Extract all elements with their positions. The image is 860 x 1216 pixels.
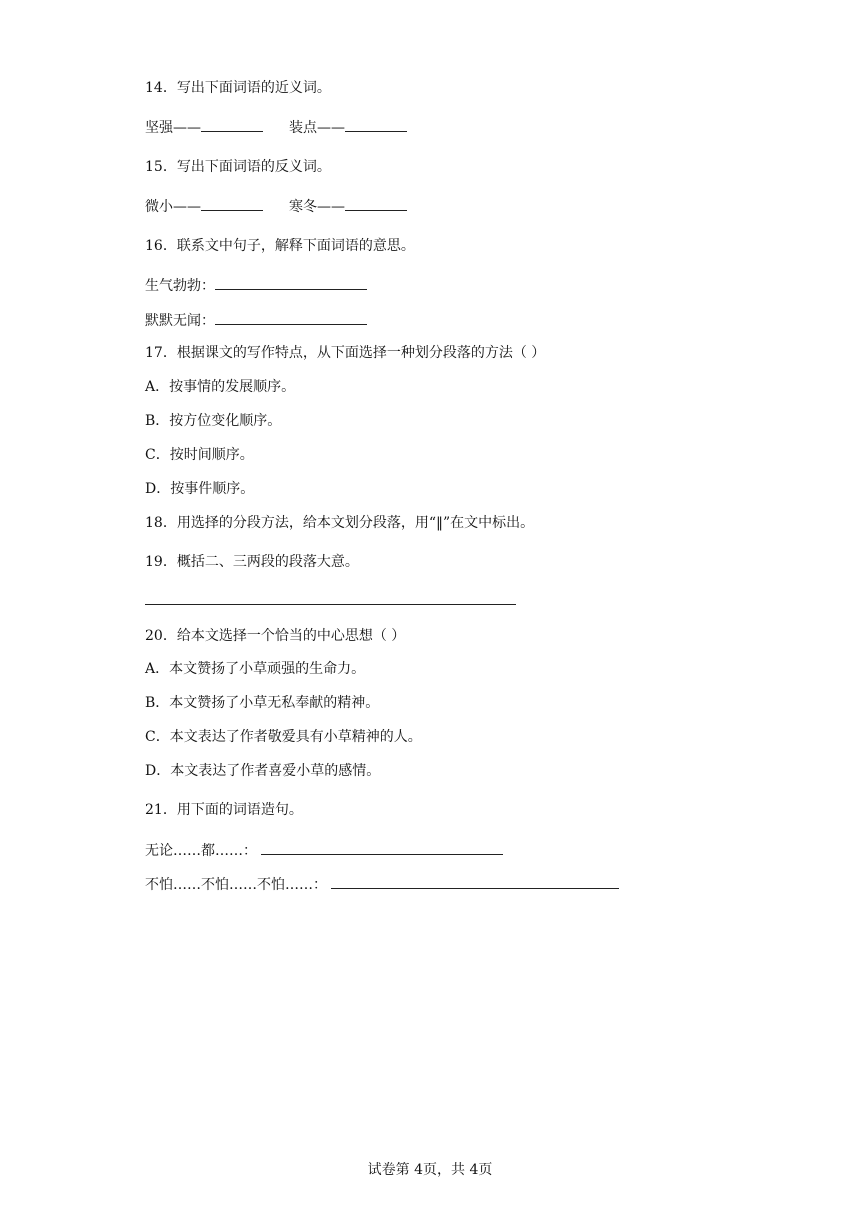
q15-blank2[interactable] (345, 196, 407, 211)
q15-prompt: 15．写出下面词语的反义词。 (145, 159, 331, 175)
q17-option-d[interactable]: D．按事件顺序。 (145, 481, 255, 497)
q14-answer-row (145, 117, 407, 138)
q17-prompt: 17．根据课文的写作特点，从下面选择一种划分段落的方法（ ） (145, 345, 546, 361)
q21-blank1[interactable] (261, 840, 503, 855)
q21-blank2[interactable] (331, 874, 619, 889)
q14-blank2[interactable] (345, 117, 407, 132)
q14-blank1[interactable] (201, 117, 263, 132)
q19-prompt: 19．概括二、三两段的段落大意。 (145, 554, 359, 570)
q20-option-c[interactable]: C．本文表达了作者敬爱具有小草精神的人。 (145, 729, 422, 745)
q16-row2 (145, 310, 367, 331)
q19-answer-line[interactable] (145, 604, 516, 605)
q15-word2: 寒冬—— (289, 199, 345, 215)
q20-option-b[interactable]: B．本文赞扬了小草无私奉献的精神。 (145, 695, 380, 711)
q20-option-d[interactable]: D．本文表达了作者喜爱小草的感情。 (145, 763, 381, 779)
q17-option-b[interactable]: B．按方位变化顺序。 (145, 413, 282, 429)
q15-answer-row (145, 196, 407, 217)
q17-option-c[interactable]: C．按时间顺序。 (145, 447, 254, 463)
q21-phrase2: 不怕……不怕……不怕……： (145, 877, 327, 893)
q14-word2: 装点—— (289, 120, 345, 136)
q16-word2: 默默无闻： (145, 313, 215, 329)
q20-prompt: 20．给本文选择一个恰当的中心思想（ ） (145, 628, 406, 644)
q16-blank1[interactable] (215, 275, 367, 290)
q21-row1 (145, 840, 503, 861)
q16-row1 (145, 275, 367, 296)
q16-word1: 生气勃勃： (145, 278, 215, 294)
q14-prompt: 14．写出下面词语的近义词。 (145, 80, 331, 96)
q20-option-a[interactable]: A．本文赞扬了小草顽强的生命力。 (145, 661, 366, 677)
q21-row2 (145, 874, 619, 895)
q16-prompt: 16．联系文中句子，解释下面词语的意思。 (145, 238, 415, 254)
q15-word1: 微小—— (145, 199, 201, 215)
q15-blank1[interactable] (201, 196, 263, 211)
q17-option-a[interactable]: A．按事情的发展顺序。 (145, 379, 296, 395)
q16-blank2[interactable] (215, 310, 367, 325)
q21-phrase1: 无论……都……： (145, 843, 257, 859)
q18-prompt: 18．用选择的分段方法，给本文划分段落，用“‖”在文中标出。 (145, 515, 535, 531)
page-footer: 试卷第 4页，共 4页 (367, 1162, 493, 1178)
q21-prompt: 21．用下面的词语造句。 (145, 802, 303, 818)
q14-word1: 坚强—— (145, 120, 201, 136)
